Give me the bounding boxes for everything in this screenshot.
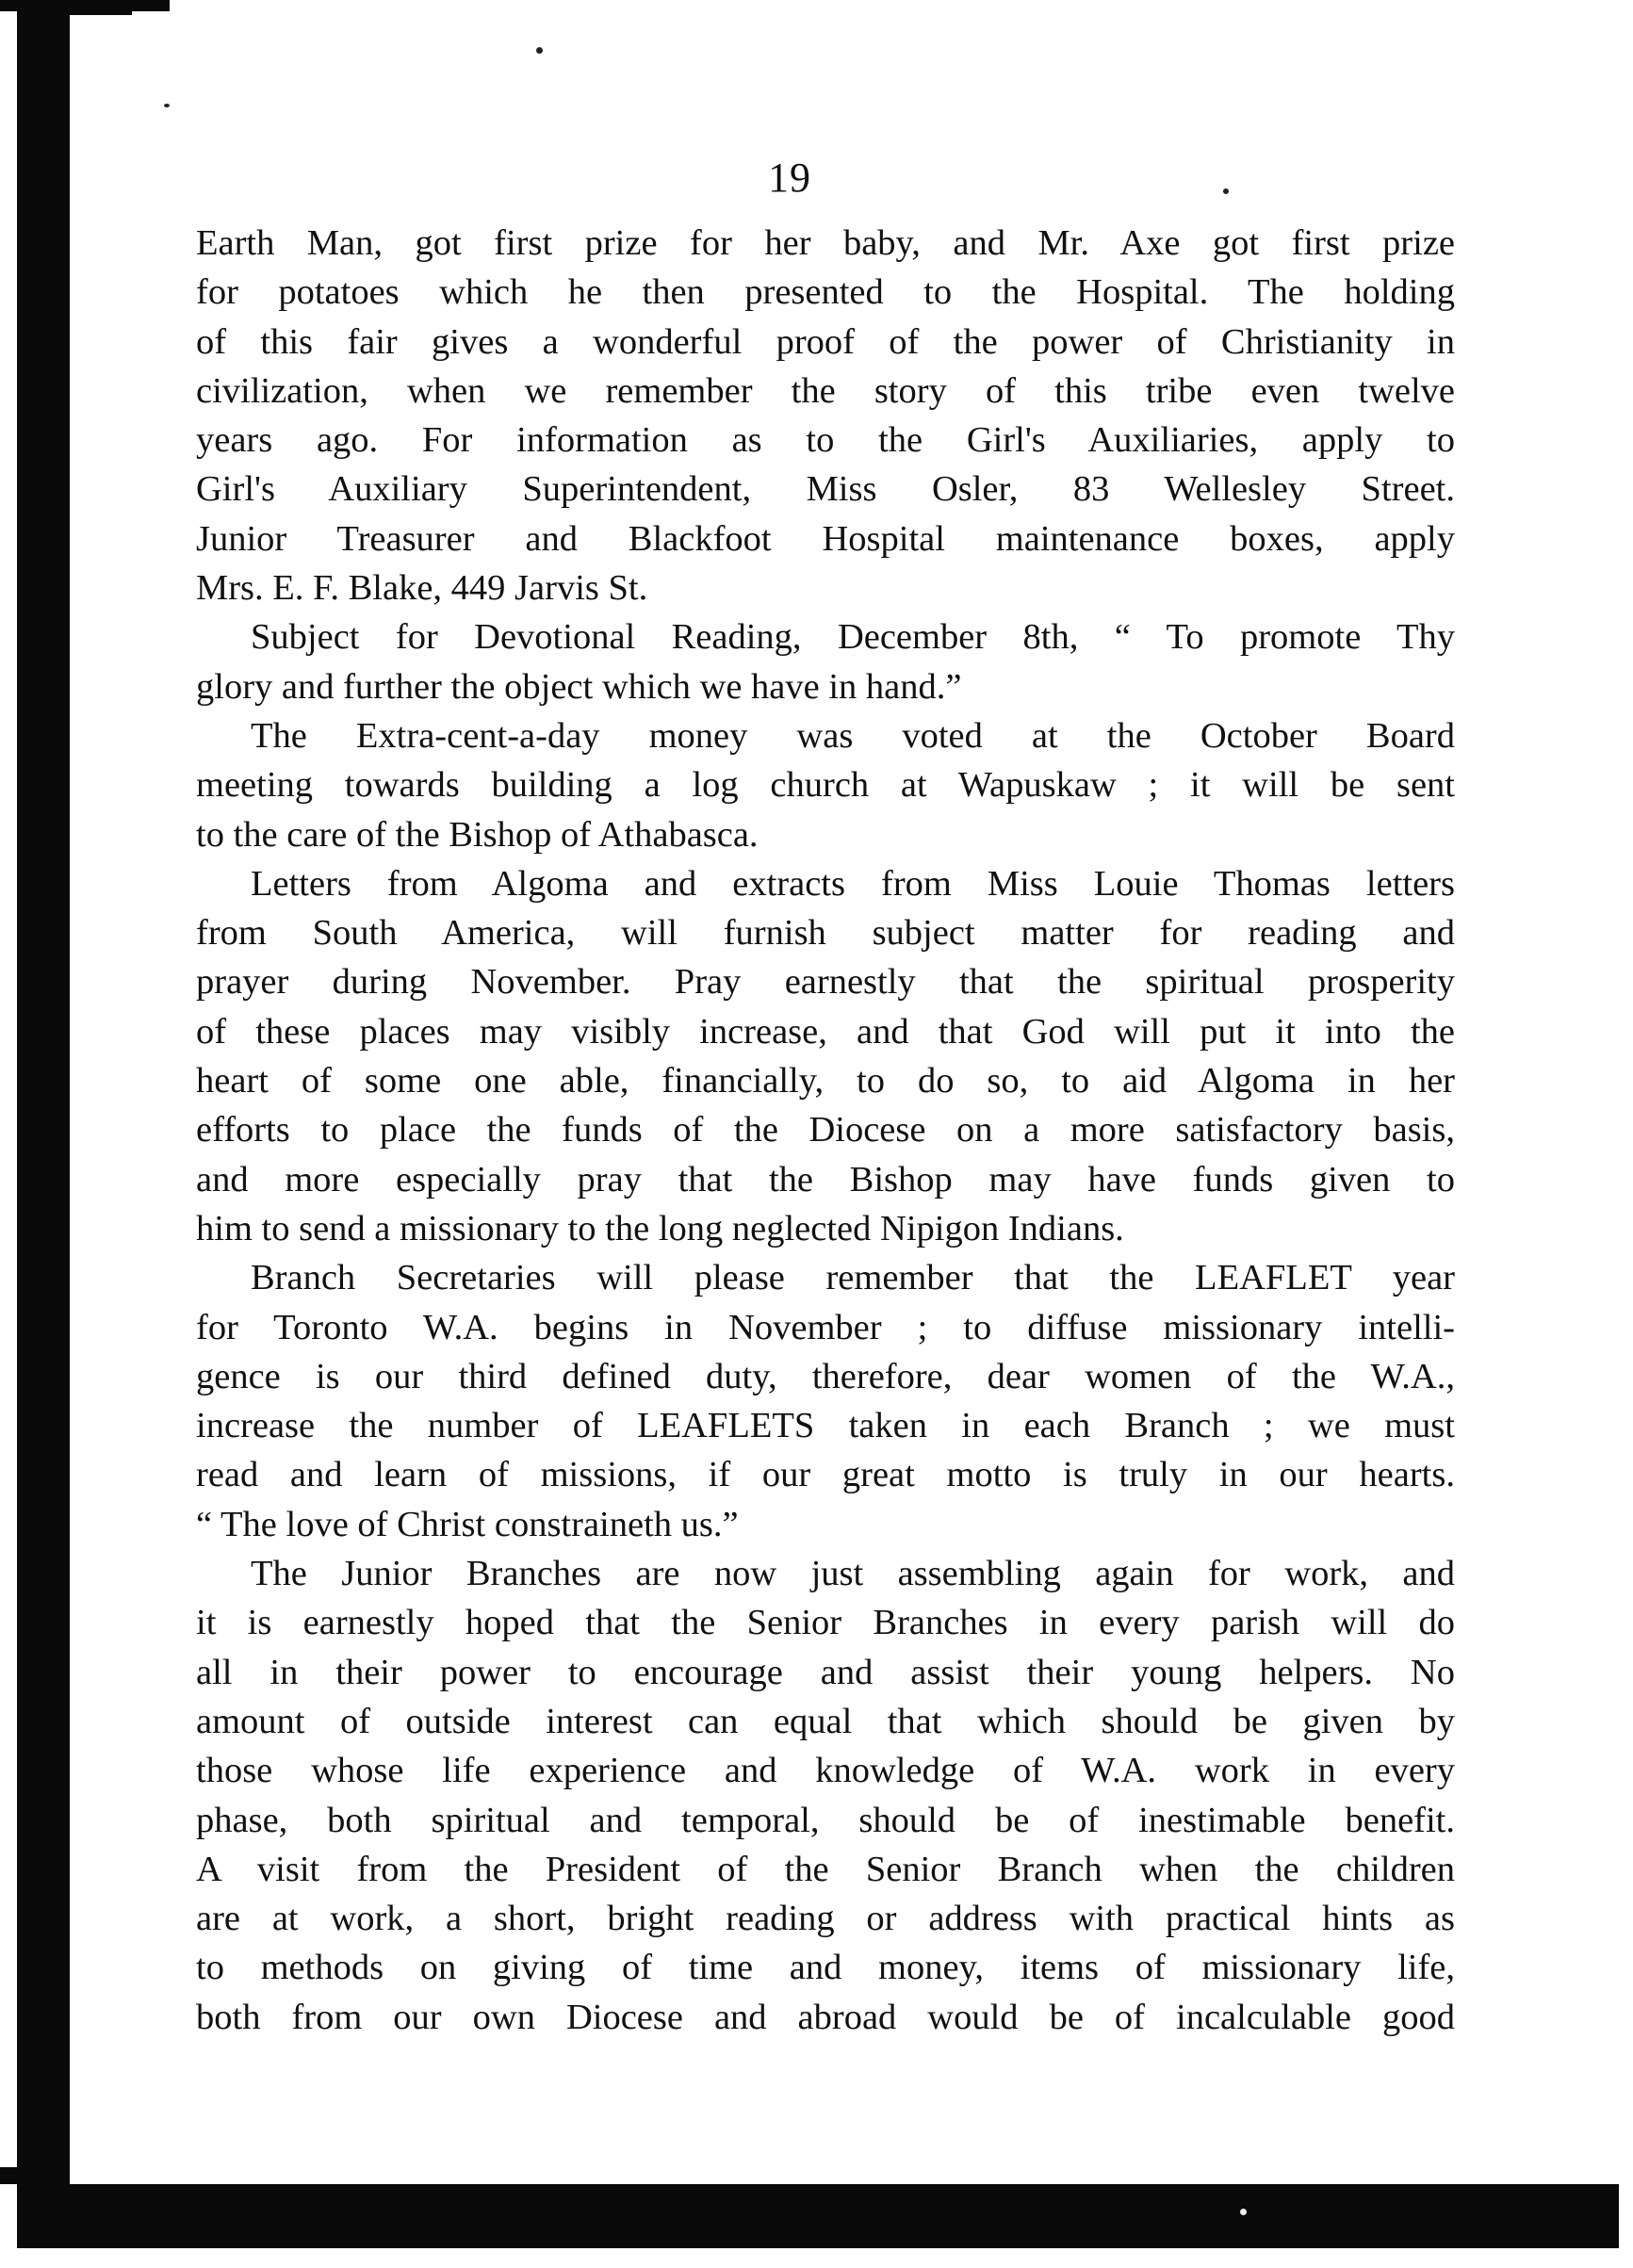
text-line: Junior Treasurer and Blackfoot Hospital maintenance boxes, apply <box>196 518 1455 559</box>
page-number: 19 <box>768 155 811 201</box>
text-line: Letters from Algoma and extracts from Miss Louie Thomas letters <box>251 863 1455 904</box>
document-body <box>196 219 1455 2042</box>
scan-border-top-tail <box>66 9 132 15</box>
text-line: from South America, will furnish subject matter for reading and <box>196 913 1455 954</box>
text-line: are at work, a short, bright reading or address with practical hints as <box>196 1899 1455 1939</box>
paragraph <box>196 1549 1455 2042</box>
text-line: Subject for Devotional Reading, December 8th, “ To promote Thy <box>251 617 1455 658</box>
paragraph <box>196 219 1455 612</box>
scan-border-bottom <box>17 2184 1619 2248</box>
text-line: The Extra-cent-a-day money was voted at the October Board <box>251 715 1455 756</box>
text-line: to methods on giving of time and money, items of missionary life, <box>196 1948 1455 1988</box>
text-line: Girl's Auxiliary Superintendent, Miss Osler, 83 Wellesley Street. <box>196 469 1455 510</box>
scan-border-corner <box>0 2167 70 2184</box>
text-line: to the care of the Bishop of Athabasca. <box>196 814 759 855</box>
text-line: for Toronto W.A. begins in November ; to diffuse missionary intelli- <box>196 1307 1455 1347</box>
text-line: of this fair gives a wonderful proof of the power of Christianity in <box>196 321 1455 362</box>
text-line: those whose life experience and knowledge of W.A. work in every <box>196 1751 1455 1791</box>
text-line: meeting towards building a log church at Wapuskaw ; it will be sent <box>196 765 1455 806</box>
text-line: both from our own Diocese and abroad would be of incalculable good <box>196 1997 1455 2037</box>
text-line: him to send a missionary to the long neglected Nipigon Indians. <box>196 1208 1124 1248</box>
text-line: years ago. For information as to the Girl's Auxiliaries, apply to <box>196 420 1455 461</box>
scan-speck <box>1240 2209 1247 2215</box>
scan-speck <box>164 104 170 107</box>
text-line: Earth Man, got first prize for her baby, and Mr. Axe got first prize <box>196 223 1455 263</box>
paragraph <box>196 859 1455 1253</box>
scan-border-left <box>17 0 70 2186</box>
text-line: efforts to place the funds of the Diocese on a more satisfactory basis, <box>196 1110 1455 1150</box>
scan-speck <box>536 47 543 54</box>
text-line: prayer during November. Pray earnestly that the spiritual prosperity <box>196 962 1455 1003</box>
scan-speck <box>1223 188 1229 194</box>
text-line: “ The love of Christ constraineth us.” <box>196 1504 739 1544</box>
text-line: A visit from the President of the Senior Branch when the children <box>196 1849 1455 1889</box>
text-line: of these places may visibly increase, and that God will put it into the <box>196 1011 1455 1052</box>
text-line: Mrs. E. F. Blake, 449 Jarvis St. <box>196 568 648 609</box>
text-line: civilization, when we remember the story of this tribe even twelve <box>196 370 1455 411</box>
paragraph <box>196 711 1455 859</box>
text-line: The Junior Branches are now just assembling again for work, and <box>251 1554 1455 1594</box>
text-line: heart of some one able, financially, to do so, to aid Algoma in her <box>196 1061 1455 1101</box>
text-line: it is earnestly hoped that the Senior Branches in every parish will do <box>196 1603 1455 1643</box>
paragraph <box>196 612 1455 711</box>
text-line: all in their power to encourage and assist their young helpers. No <box>196 1652 1455 1692</box>
text-line: Branch Secretaries will please remember that the LEAFLET year <box>251 1258 1455 1298</box>
text-line: increase the number of LEAFLETS taken in each Branch ; we must <box>196 1406 1455 1446</box>
text-line: read and learn of missions, if our great motto is truly in our hearts. <box>196 1455 1455 1495</box>
text-line: phase, both spiritual and temporal, should be of inestimable benefit. <box>196 1800 1455 1840</box>
paragraph <box>196 1253 1455 1549</box>
text-line: gence is our third defined duty, therefore, dear women of the W.A., <box>196 1356 1455 1396</box>
text-line: amount of outside interest can equal that which should be given by <box>196 1701 1455 1741</box>
text-line: glory and further the object which we have in hand.” <box>196 666 962 707</box>
text-line: for potatoes which he then presented to the Hospital. The holding <box>196 272 1455 313</box>
text-line: and more especially pray that the Bishop may have funds given to <box>196 1159 1455 1199</box>
